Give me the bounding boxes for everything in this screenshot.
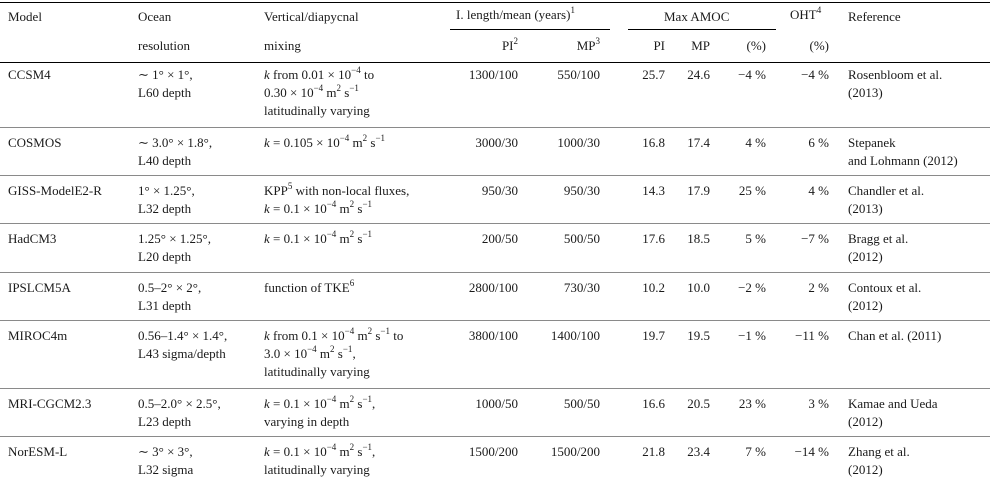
amoc-mp: 17.9 [687,183,710,198]
mixing-line: $k = 0.1 \times 10^{-4}$ $m^2$ $s^{-1}$, [264,441,376,459]
row-separator [0,388,990,389]
header-amoc-mp: MP [691,38,710,53]
mp-length: 950/30 [563,183,600,198]
mixing-line: varying in depth [264,414,350,429]
model-name: CCSM4 [8,67,51,82]
ocean-resolution-line: 0.5–2° × 2°, [138,280,202,295]
amoc-mp: 17.4 [687,135,710,150]
amoc-pi: 16.6 [642,396,665,411]
mixing-line: $k = 0.105 \times 10^{-4}$ $m^2$ $s^{-1}$ [264,132,386,150]
ocean-resolution-line: L32 sigma [138,462,194,477]
ocean-resolution-line: L32 depth [138,201,192,216]
pi-length: 950/30 [481,183,518,198]
header-pi-text: PI [501,38,514,53]
mixing-line: k from $0.1 \times 10^{-4}$ $m^2$ $s^{-1}$ to [264,325,404,343]
header-max-amoc: Max AMOC [664,9,730,24]
header-mp-text: MP [576,38,596,53]
header-mixing-line2: mixing [264,38,301,53]
model-name: COSMOS [8,135,62,150]
oht-percent: −14 % [794,444,829,459]
header-reference: Reference [848,9,901,24]
model-name: IPSLCM5A [8,280,71,295]
pi-length: 3800/100 [468,328,518,343]
row-separator [0,223,990,224]
amoc-mp: 19.5 [687,328,710,343]
ocean-resolution-line: L60 depth [138,85,192,100]
amoc-mp: 10.0 [687,280,710,295]
reference-line: (2012) [848,414,883,429]
mp-length: 500/50 [563,396,600,411]
oht-percent: −11 % [795,328,829,343]
amoc-percent: 25 % [738,183,766,198]
pi-length: 1300/100 [468,67,518,82]
mixing-line: latitudinally varying [264,364,370,379]
header-mixing-line1: Vertical/diapycnal [264,9,359,24]
amoc-percent: 4 % [745,135,766,150]
ocean-resolution-line: 1.25° × 1.25°, [138,231,211,246]
pi-length: 3000/30 [475,135,518,150]
amoc-pi: 19.7 [642,328,665,343]
ocean-resolution-line: 0.56–1.4° × 1.4°, [138,328,228,343]
mixing-line: k from $0.01 \times 10^{-4}$ to [264,64,375,82]
reference-line: (2013) [848,201,883,216]
reference-line: (2012) [848,249,883,264]
model-name: GISS-ModelE2-R [8,183,102,198]
mp-length: 1000/30 [557,135,600,150]
reference-line: (2012) [848,298,883,313]
row-separator [0,127,990,128]
amoc-mp: 18.5 [687,231,710,246]
reference-line: Kamae and Ueda [848,396,938,411]
header-oht-pct: (%) [809,38,829,53]
ocean-resolution-line: 0.5–2.0° × 2.5°, [138,396,221,411]
header-int-length-sup: 1 [570,4,575,15]
pi-length: 2800/100 [468,280,518,295]
reference-line: Stepanek [848,135,896,150]
header-mp [577,37,600,54]
amoc-mp: 20.5 [687,396,710,411]
mixing-line: $k = 0.1 \times 10^{-4}$ $m^2$ $s^{-1}$, [264,393,376,411]
mp-length: 1500/200 [550,444,600,459]
pi-length: 1500/200 [468,444,518,459]
header-mp-sup: 3 [595,35,600,46]
amoc-percent: 23 % [738,396,766,411]
header-rule [0,62,990,63]
oht-percent: 6 % [808,135,829,150]
oht-percent: −4 % [801,67,829,82]
mixing-line: latitudinally varying [264,103,370,118]
amoc-pi: 14.3 [642,183,665,198]
int-length-underline [450,29,610,30]
ocean-resolution-line: 1° × 1.25°, [138,183,195,198]
header-pi [502,37,518,54]
mp-length: 1400/100 [550,328,600,343]
amoc-pi: 10.2 [642,280,665,295]
model-name: MRI-CGCM2.3 [8,396,92,411]
amoc-percent: −4 % [738,67,766,82]
model-name: HadCM3 [8,231,57,246]
oht-percent: 2 % [808,280,829,295]
mixing-line: $3.0 \times 10^{-4}$ $m^2$ $s^{-1}$, [264,343,356,361]
header-oht-sup: 4 [816,4,822,15]
header-oht-text: OHT [790,7,817,22]
oht-percent: −7 % [801,231,829,246]
oht-percent: 3 % [808,396,829,411]
oht-percent: 4 % [808,183,829,198]
reference-line: and Lohmann (2012) [848,153,958,168]
header-ocean-res-line1: Ocean [138,9,172,24]
header-amoc-pi: PI [653,38,665,53]
reference-line: (2013) [848,85,883,100]
reference-line: Contoux et al. [848,280,922,295]
max-amoc-underline [628,29,776,30]
header-amoc-pct: (%) [746,38,766,53]
header-int-length [456,6,575,23]
reference-line: Bragg et al. [848,231,909,246]
ocean-resolution-line: L43 sigma/depth [138,346,226,361]
ocean-resolution-line: ∼ 1° × 1°, [138,67,193,82]
header-model: Model [8,9,42,24]
pi-length: 200/50 [481,231,518,246]
mixing-line: $k = 0.1 \times 10^{-4}$ $m^2$ $s^{-1}$ [264,198,373,216]
model-name: MIROC4m [8,328,68,343]
reference-line: Chandler et al. [848,183,925,198]
ocean-resolution-line: ∼ 3.0° × 1.8°, [138,135,213,150]
model-name: NorESM-L [8,444,68,459]
mp-length: 550/100 [557,67,600,82]
amoc-percent: −1 % [738,328,766,343]
pi-length: 1000/50 [475,396,518,411]
amoc-pi: 17.6 [642,231,665,246]
mixing-line: latitudinally varying [264,462,370,477]
row-separator [0,320,990,321]
reference-line: Rosenbloom et al. [848,67,943,82]
mixing-line: KPP$^5$ with non-local fluxes, [264,180,410,198]
header-oht [790,6,821,23]
header-pi-sup: 2 [513,35,518,46]
reference-line: Chan et al. (2011) [848,328,942,343]
amoc-percent: 7 % [745,444,766,459]
header-int-length-text: I. length/mean (years) [456,7,571,22]
mp-length: 500/50 [563,231,600,246]
row-separator [0,175,990,176]
mixing-line: $0.30 \times 10^{-4}$ $m^2$ $s^{-1}$ [264,82,359,100]
header-ocean-res-line2: resolution [138,38,190,53]
ocean-resolution-line: ∼ 3° × 3°, [138,444,193,459]
amoc-pi: 16.8 [642,135,665,150]
mp-length: 730/30 [563,280,600,295]
ocean-resolution-line: L31 depth [138,298,192,313]
amoc-percent: −2 % [738,280,766,295]
ocean-resolution-line: L20 depth [138,249,192,264]
amoc-mp: 24.6 [687,67,710,82]
mixing-line: function of TKE$^6$ [264,277,355,295]
ocean-resolution-line: L40 depth [138,153,192,168]
amoc-percent: 5 % [745,231,766,246]
top-rule [0,2,990,3]
amoc-pi: 25.7 [642,67,665,82]
reference-line: Zhang et al. [848,444,910,459]
row-separator [0,272,990,273]
mixing-line: $k = 0.1 \times 10^{-4}$ $m^2$ $s^{-1}$ [264,228,373,246]
ocean-resolution-line: L23 depth [138,414,192,429]
reference-line: (2012) [848,462,883,477]
row-separator [0,436,990,437]
amoc-pi: 21.8 [642,444,665,459]
amoc-mp: 23.4 [687,444,710,459]
